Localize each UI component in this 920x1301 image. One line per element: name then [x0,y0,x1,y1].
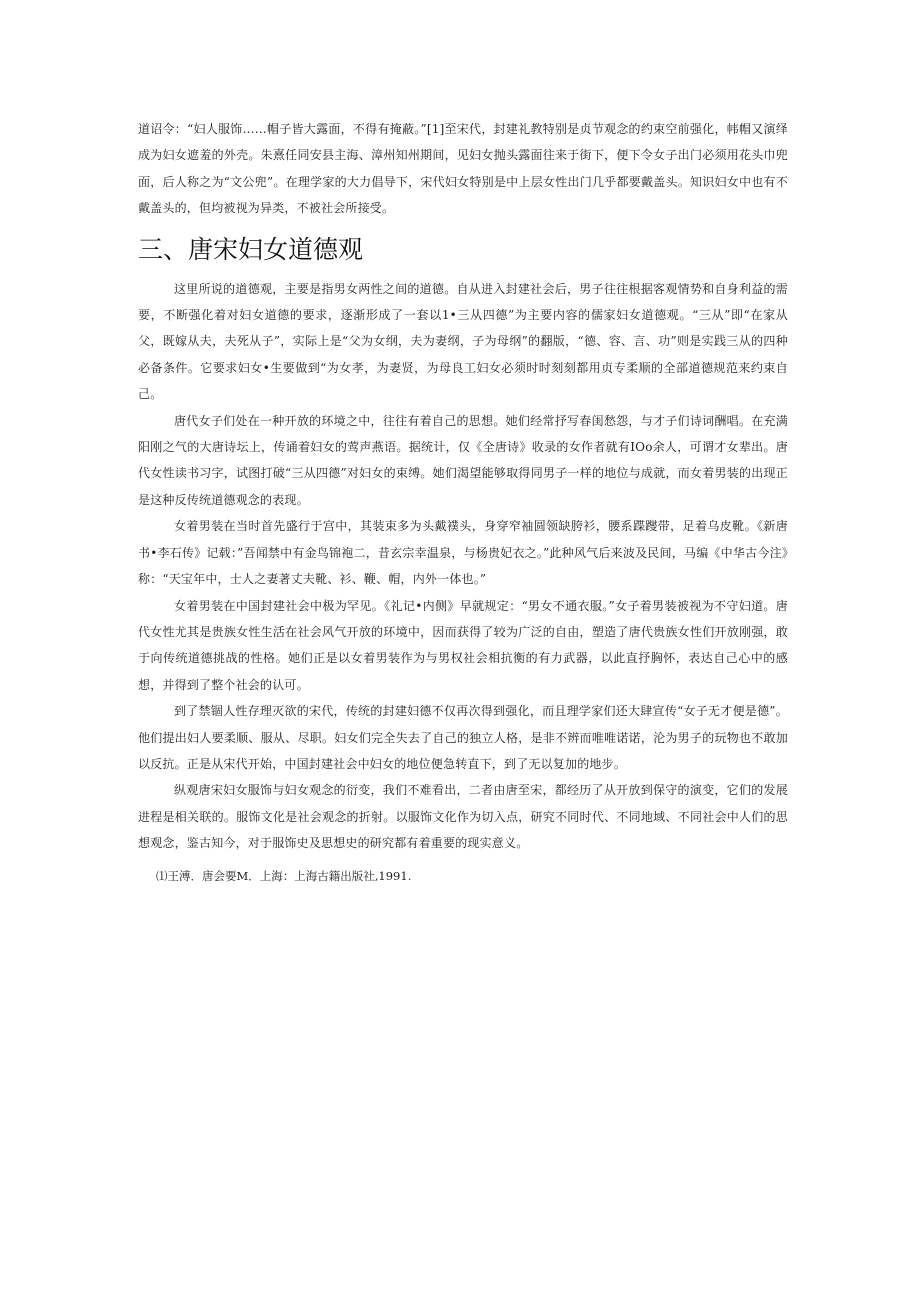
body-paragraph: 女着男装在当时首先盛行于宫中，其装束多为头戴襆头，身穿窄袖圆领缺胯衫，腰系蹀躞带，足着乌皮靴。《新唐书•李石传》记载：”吾闻禁中有金鸟锦袍二，昔玄宗幸温泉，与杨贵妃衣之。”此种风气后来波及民间，马编《中华古今注》称：“天宝年中，士人之妻著丈夫靴、衫、鞭、帽，内外一体也。” [138,519,788,587]
footnote: ⑴王溥．唐会要M．上海：上海古籍出版社,1991. [156,868,412,883]
section-heading: 三、唐宋妇女道德观 [138,234,364,264]
body-paragraph: 女着男装在中国封建社会中极为罕见。《礼记•内侧》早就规定：“男女不通衣服。”女子着男装被视为不守妇道。唐代女性尤其是贵族女性生活在社会风气开放的环境中，因而获得了较为广泛的自由，塑造了唐代贵族女性们开放刚强，敢于向传统道德挑战的性格。她们正是以女着男装作为与男权社会相抗衡的有力武器，以此直抒胸怀，表达自己心中的感想，并得到了整个社会的认可。 [138,598,788,692]
body-paragraph: 唐代女子们处在一种开放的环境之中，往往有着自己的思想。她们经常抒写春闺愁怨，与才子们诗词酬唱。在充满阳刚之气的大唐诗坛上，传诵着妇女的莺声燕语。据统计，仅《全唐诗》收录的女作者就有IOo余人，可谓才女辈出。唐代女性读书习字，试图打破“三从四德”对妇女的束缚。她们渴望能够取得同男子一样的地位与成就，而女着男装的出现正是这种反传统道德观念的表现。 [138,413,788,507]
body-paragraph: 这里所说的道德观，主要是指男女两性之间的道德。自从进入封建社会后，男子往往根据客观情势和自身利益的需要，不断强化着对妇女道德的要求，逐渐形成了一套以1•三从四德”为主要内容的儒家妇女道德观。“三从”即“在家从父，既嫁从夫，夫死从子”，实际上是“父为女纲，夫为妻纲，子为母纲”的翻版，“德、容、言、功”则是实践三从的四种必备条件。它要求妇女•生要做到“为女孝，为妻贤，为母良工妇女必须时时刻刻都用贞专柔顺的全部道德规范来约束自己。 [138,281,788,402]
document-page [138,116,788,887]
intro-paragraph: 道诏令：“妇人服饰……帽子皆大露面，不得有掩蔽。”[1]至宋代，封建礼教特别是贞节观念的约束空前强化，帏帽又演绎成为妇女遮羞的外壳。朱熹任同安县主海、漳州知州期间，见妇女抛头露面往来于街下，便下令女子出门必须用花头巾兜面，后人称之为“文公兜”。在理学家的大力倡导下，宋代妇女特别是中上层女性出门几乎都要戴盖头。知识妇女中也有不戴盖头的，但均被视为异类，不被社会所接受。 [138,122,788,216]
body-paragraph: 纵观唐宋妇女服饰与妇女观念的衍变，我们不难看出，二者由唐至宋，都经历了从开放到保守的演变，它们的发展进程是相关联的。服饰文化是社会观念的折射。以服饰文化作为切入点，研究不同时代、不同地域、不同社会中人们的思想观念，鉴古知今，对于服饰史及思想史的研究都有着重要的现实意义。 [138,783,788,851]
body-paragraph: 到了禁锢人性存理灭欲的宋代，传统的封建妇德不仅再次得到强化，而且理学家们还大肆宣传“女子无才便是德”。他们提出妇人要柔顺、服从、尽职。妇女们完全失去了自己的独立人格，是非不辨而唯唯诺诺，沦为男子的玩物也不敢加以反抗。正是从宋代开始，中国封建社会中妇女的地位便急转直下，到了无以复加的地步。 [138,704,788,771]
